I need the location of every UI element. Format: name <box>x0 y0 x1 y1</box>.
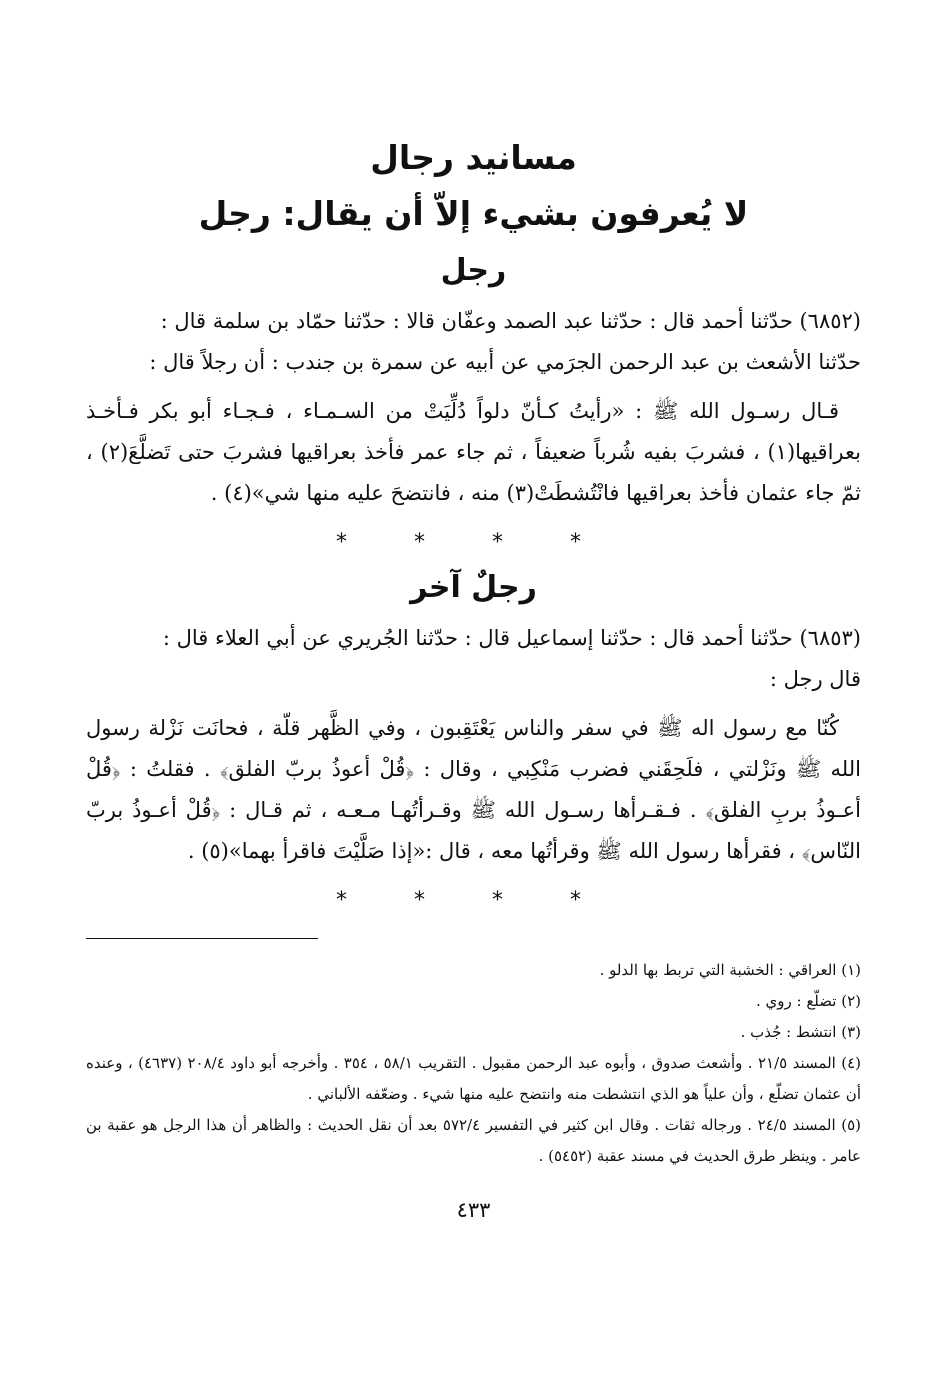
hadith-1-isnad-line-1: (٦٨٥٢) حدّثنا أحمد قال : حدّثنا عبد الصمد وعفّان قالا : حدّثنا حمّاد بن سلمة قال : <box>160 309 861 334</box>
separator-stars-1: * * * * <box>336 530 611 556</box>
page-number: ٤٣٣ <box>456 1198 491 1223</box>
footnote-5: (٥) المسند ٢٤/٥ . ورجاله ثقات . وقال ابن كثير في التفسير ٥٧٢/٤ بعد أن نقل الحديث : والظاهر أن هذا الرجل هو عقبة بن عامر . وينظر طرق الحديث في مسند عقبة (٥٤٥٢) . <box>86 1116 861 1166</box>
footnote-1: (١) العراقي : الخشبة التي تربط بها الدلو . <box>599 961 861 980</box>
footnotes <box>86 955 861 1172</box>
sub-title: لا يُعرفون بشيء إلاّ أن يقال: رجل <box>198 193 749 233</box>
section-title-2: رجلٌ آخر <box>410 570 537 606</box>
hadith-2-matn: كُنّا مع رسول اله ﷺ في سفر والناس يَعْتَقِبون ، وفي الظَّهر قلّة ، فحانَت نَزْلة رسول الله ﷺ ونَزْلتي ، فلَحِقَني فضرب مَنْكِبي ، وقال : ﴿قُلْ أعوذُ بربّ الفلق﴾ . فقلتُ : ﴿قُلْ أعـوذُ بربِ الفلق﴾ . فـقـرأها رسـول الله ﷺ وقـرأتُهـا مـعـه ، ثم قـال : ﴿قُلْ أعـوذُ بربّ النّاس﴾ ، فقرأها رسول الله ﷺ وقرأتُها معه ، قال :«إذا صَلَّيْتَ فاقرأ بهما»(٥) . <box>86 716 861 864</box>
hadith-1-matn: قـال رسـول الله ﷺ : «رأيتُ كـأنّ دلواً دُلِّيَتْ من السـمـاء ، فـجـاء أبو بكر فـأخـذ بعراقيها(١) ، فشربَ بفيه شُرباً ضعيفاً ، ثم جاء عمر فأخذ بعراقيها فشربَ حتى تَضلَّعَ(٢) ، ثمّ جاء عثمان فأخذ بعراقيها فانْتُشطَتْ(٣) منه ، فانتضحَ عليه منها شي»(٤) . <box>86 399 861 506</box>
footnote-2: (٢) تضلّع : روي . <box>755 992 861 1011</box>
footnote-divider <box>86 938 318 939</box>
hadith-2-isnad-line-2: قال رجل : <box>769 667 861 692</box>
hadith-2-isnad-line-1: (٦٨٥٣) حدّثنا أحمد قال : حدّثنا إسماعيل قال : حدّثنا الجُريري عن أبي العلاء قال : <box>162 626 861 651</box>
footnote-3: (٣) انتشط : جُذب . <box>740 1023 861 1042</box>
hadith-1-isnad-line-2: حدّثنا الأشعث بن عبد الرحمن الجرَمي عن أبيه عن سمرة بن جندب : أن رجلاً قال : <box>149 350 861 375</box>
section-title-1: رجل <box>440 253 507 289</box>
separator-stars-2: * * * * <box>336 888 611 914</box>
footnote-4: (٤) المسند ٢١/٥ . وأشعث صدوق ، وأبوه عبد الرحمن مقبول . التقريب ٥٨/١ ، ٣٥٤ . وأخرجه أبو داود ٢٠٨/٤ (٤٦٣٧) ، وعنده أن عثمان تضلّع ، وأن علياً هو الذي انتشطت منه وانتضح عليه منها شيء . وضعّفه الألباني . <box>86 1054 861 1104</box>
main-title: مسانيد رجال <box>370 138 577 177</box>
